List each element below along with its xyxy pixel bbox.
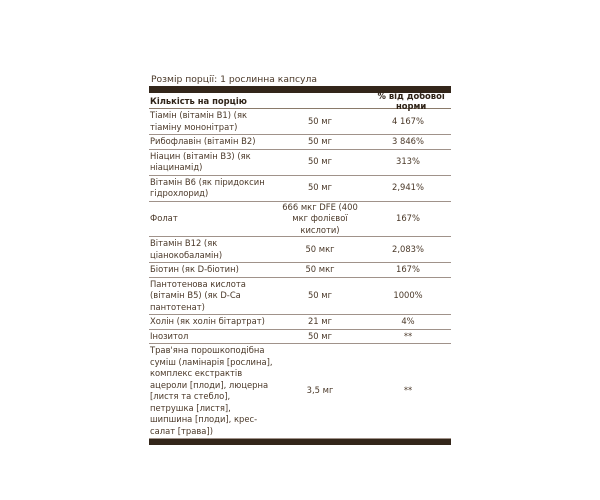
serving-size: Розмір порції: 1 рослинна капсула bbox=[151, 74, 317, 85]
ingredient-daily-value: 167% bbox=[396, 213, 420, 223]
ingredient-amount: 50 мг bbox=[307, 330, 333, 341]
ingredient-daily-value: 4 167% bbox=[392, 115, 424, 126]
header-amount-per-serving: Кількість на порцію bbox=[150, 95, 247, 106]
ingredient-amount: 666 мкг DFE (400 мкг фолієвої кислоти) bbox=[282, 201, 358, 235]
table-row bbox=[149, 135, 451, 150]
table-row bbox=[149, 330, 451, 345]
ingredient-daily-value: 1000% bbox=[393, 290, 423, 300]
ingredient-name: Вітамін B6 (як піридоксин гідрохлорид) bbox=[150, 176, 265, 198]
header-daily-value: % від добової норми bbox=[377, 90, 445, 111]
ingredient-name: Інозитол bbox=[150, 330, 189, 341]
table-row bbox=[149, 263, 451, 278]
table-row bbox=[149, 237, 451, 263]
supplement-facts-panel bbox=[149, 73, 451, 445]
ingredient-daily-value: 2,083% bbox=[392, 243, 424, 254]
bottom-rule bbox=[149, 439, 451, 445]
ingredient-name: Ніацин (вітамін B3) (як ніацинамід) bbox=[150, 150, 251, 172]
ingredient-amount: 50 мг bbox=[307, 115, 333, 126]
ingredient-amount: 50 мг bbox=[307, 156, 333, 167]
ingredient-name: Біотин (як D-біотин) bbox=[150, 264, 239, 274]
ingredient-amount: 50 мкг bbox=[305, 264, 335, 274]
table-row bbox=[149, 109, 451, 135]
ingredient-daily-value: 2,941% bbox=[392, 182, 424, 193]
ingredient-daily-value: 3 846% bbox=[392, 136, 424, 146]
ingredient-amount: 3,5 мг bbox=[306, 385, 334, 396]
ingredient-amount: 50 мкг bbox=[305, 243, 335, 254]
ingredient-name: Рибофлавін (вітамін B2) bbox=[150, 136, 256, 146]
ingredient-name: Вітамін B12 (як ціанокобаламін) bbox=[150, 238, 223, 260]
ingredient-name: Холін (як холін бітартрат) bbox=[150, 316, 265, 326]
ingredient-daily-value: 4% bbox=[401, 316, 415, 326]
table-row bbox=[149, 176, 451, 202]
ingredient-amount: 21 мг bbox=[307, 316, 333, 326]
table-header bbox=[149, 90, 451, 111]
ingredient-name: Фолат bbox=[150, 213, 178, 223]
ingredient-daily-value: ** bbox=[403, 385, 413, 396]
ingredient-amount: 50 мг bbox=[307, 290, 333, 300]
ingredient-name: Тіамін (вітамін B1) (як тіаміну мононітрат) bbox=[150, 110, 248, 132]
ingredient-daily-value: ** bbox=[403, 330, 413, 341]
ingredient-daily-value: 313% bbox=[396, 156, 420, 167]
table-row bbox=[149, 344, 451, 439]
table-row bbox=[149, 150, 451, 176]
ingredient-amount: 50 мг bbox=[307, 182, 333, 193]
ingredient-amount: 50 мг bbox=[307, 136, 333, 146]
table-row bbox=[149, 315, 451, 330]
table-row bbox=[149, 202, 451, 238]
table-row bbox=[149, 278, 451, 316]
ingredient-name: Пантотенова кислота (вітамін B5) (як D-Ca пантотенат) bbox=[150, 278, 246, 312]
ingredient-daily-value: 167% bbox=[396, 264, 420, 274]
ingredient-name: Трав'яна порошкоподібна суміш (ламінарія [рослина], комплекс екстрактів ацероли [плоди], люцерна [листя та стебло], петрушка [листя], шипшина [плоди], крес-салат [трава]) bbox=[150, 345, 273, 436]
